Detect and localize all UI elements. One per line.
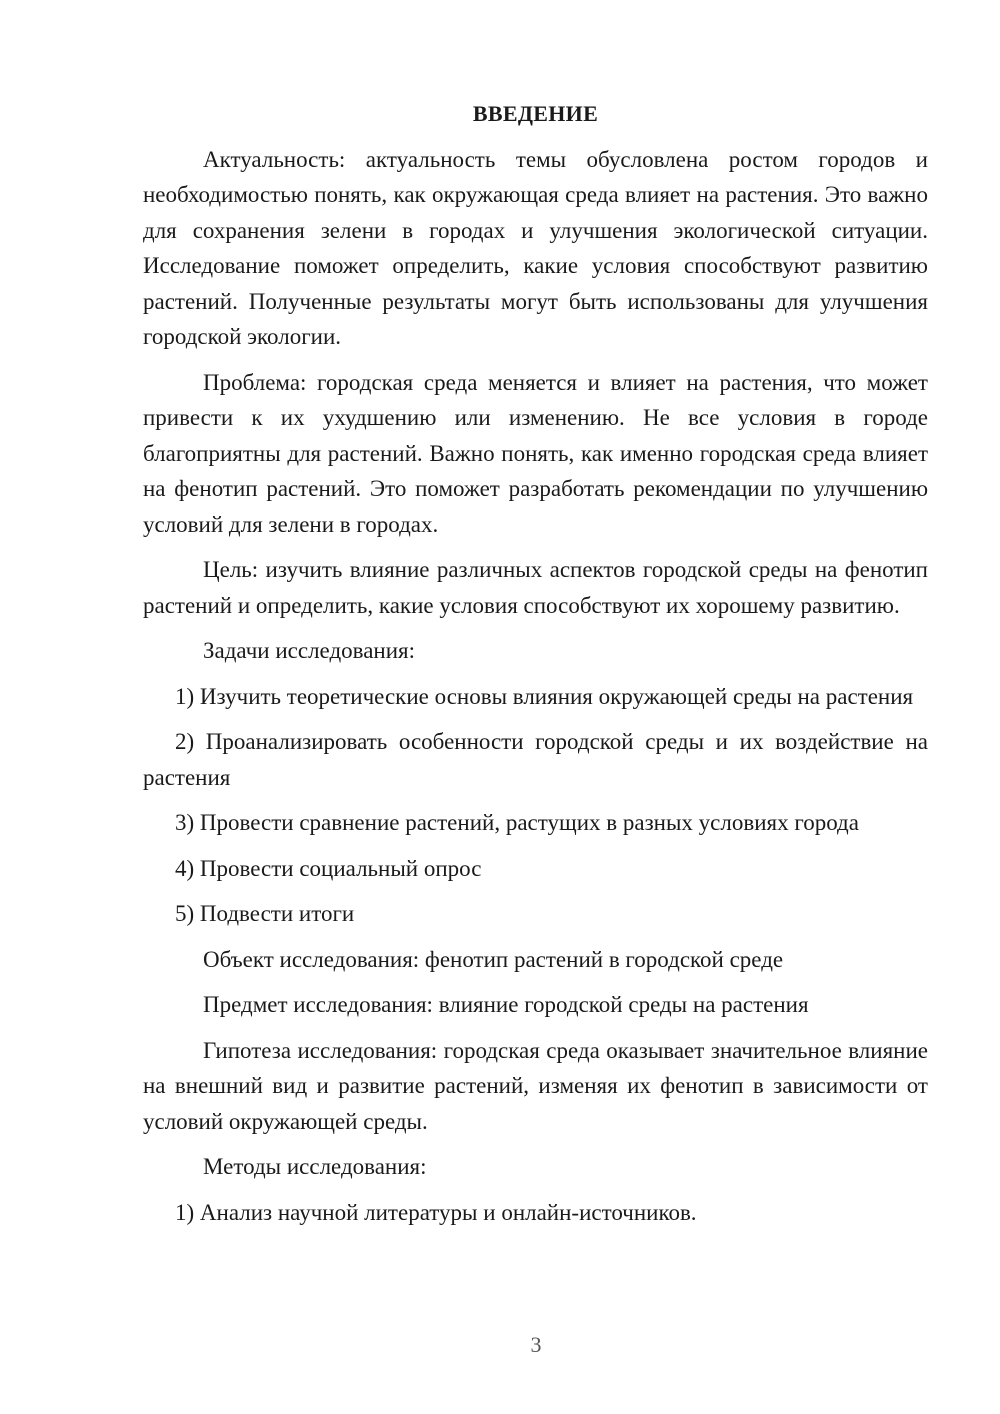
methods-heading: Методы исследования: bbox=[203, 1154, 427, 1179]
subject-paragraph: Предмет исследования: влияние городской среды на растения bbox=[203, 992, 809, 1017]
task-item-3: 3) Провести сравнение растений, растущих в разных условиях города bbox=[175, 810, 859, 835]
goal-paragraph: Цель: изучить влияние различных аспектов городской среды на фенотип растений и определить, какие условия способствуют их хорошему развитию. bbox=[143, 557, 928, 618]
problem-paragraph: Проблема: городская среда меняется и влияет на растения, что может привести к их ухудшению или изменению. Не все условия в городе благоприятны для растений. Важно понять, как именно городская среда влияет на фенотип растений. Это поможет разработать рекомендации по улучшению условий для зелени в городах. bbox=[143, 369, 928, 537]
object-paragraph: Объект исследования: фенотип растений в городской среде bbox=[203, 946, 784, 972]
method-item-1: 1) Анализ научной литературы и онлайн-источников. bbox=[175, 1199, 697, 1225]
task-item-2: 2) Проанализировать особенности городской среды и их воздействие на растения bbox=[143, 729, 928, 790]
task-item-5: 5) Подвести итоги bbox=[175, 901, 355, 926]
task-item-1: 1) Изучить теоретические основы влияния окружающей среды на растения bbox=[175, 683, 914, 709]
document-page bbox=[143, 96, 928, 1240]
relevance-paragraph: Актуальность: актуальность темы обусловлена ростом городов и необходимостью понять, как окружающая среда влияет на растения. Это важно для сохранения зелени в городах и улучшения экологической ситуации. Исследование поможет определить, какие условия способствуют развитию растений. Полученные результаты могут быть использованы для улучшения городской экологии. bbox=[143, 146, 928, 349]
page-title: ВВЕДЕНИЕ bbox=[472, 101, 599, 126]
tasks-heading: Задачи исследования: bbox=[203, 638, 416, 663]
hypothesis-paragraph: Гипотеза исследования: городская среда оказывает значительное влияние на внешний вид и развитие растений, изменяя их фенотип в зависимости от условий окружающей среды. bbox=[143, 1037, 928, 1134]
page-number: 3 bbox=[530, 1332, 542, 1357]
task-item-4: 4) Провести социальный опрос bbox=[175, 855, 482, 881]
